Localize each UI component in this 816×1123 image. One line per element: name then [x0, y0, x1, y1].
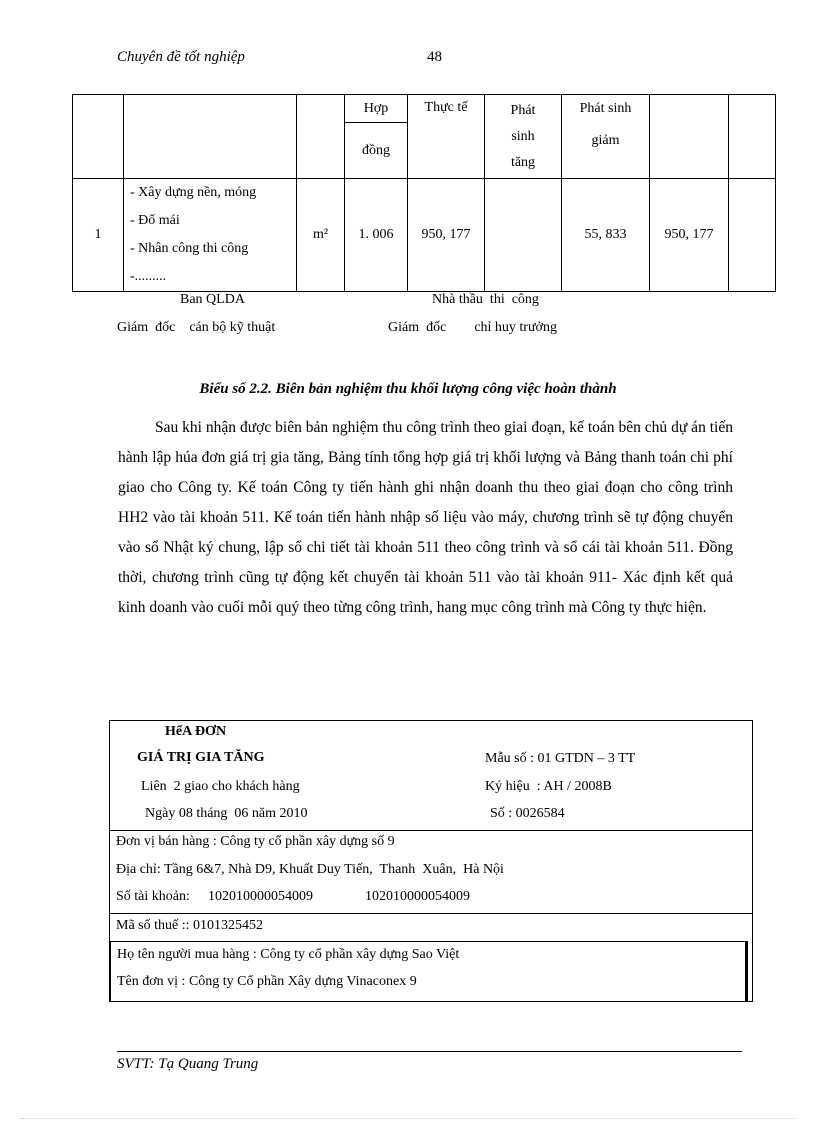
figure-caption: Biểu số 2.2. Biên bản nghiệm thu khối lượng công việc hoàn thành — [199, 381, 617, 397]
sig-left-sub: Giám đốc cán bộ kỹ thuật — [117, 320, 276, 335]
sig-right-title: Nhà thầu thi công — [432, 292, 539, 307]
invoice-ky-hieu: Ký hiệu : AH / 2008B — [485, 779, 612, 794]
sig-right-sub: Giám đốc chỉ huy trưởng — [388, 320, 557, 335]
col-hop-dong-line1: Hợp — [345, 95, 408, 123]
invoice-tax-section — [110, 913, 752, 942]
footer-student: SVTT: Tạ Quang Trung — [117, 1056, 259, 1072]
page-number: 48 — [427, 49, 442, 65]
invoice-title2: GIÁ TRỊ GIA TĂNG — [137, 750, 265, 765]
row-phat-sinh-tang — [485, 179, 562, 292]
invoice-account1: 102010000054009 — [208, 889, 313, 904]
col-phat-sinh-giam-l1: Phát sinh — [579, 101, 632, 116]
invoice-lien: Liên 2 giao cho khách hàng — [141, 779, 300, 794]
invoice-account-label: Số tài khoản: — [116, 889, 190, 904]
row-item: - Xây dựng nền, móng — [130, 185, 257, 200]
invoice-buyer: Họ tên người mua hàng : Công ty cổ phần xây dựng Sao Việt — [117, 947, 460, 962]
paragraph-text: Sau khi nhận được biên bản nghiệm thu công trình theo giai đoạn, kế toán bên chủ dự án tiến hành lập húa đơn giá trị gia tăng, Bảng tính tổng hợp giá trị khối lượng và Bảng thanh toán chi phí giao cho Công ty. Kế toán Công ty tiến hành ghi nhận doanh thu theo giai đoạn cho công trình HH2 vào tài khoản 511. Kế toán tiến hành nhập số liệu vào máy, chương trình sẽ tự động chuyển vào sổ Nhật ký chung, lập sổ chi tiết tài khoản 511 theo công trình và sổ cái tài khoản 511. Đồng thời, chương trình cũng tự động kết chuyển tài khoản 511 vào tài khoản 911- Xác định kết quả kinh doanh vào cuối mỗi quý theo từng công trình, hang mục công trình mà Công ty thực hiện. — [118, 419, 733, 616]
invoice-so: Số : 0026584 — [490, 806, 565, 821]
acceptance-table — [72, 94, 776, 292]
col-phat-sinh-tang-l2: sinh — [511, 129, 535, 144]
col-phat-sinh-tang-l3: tăng — [510, 155, 536, 170]
col-thuc-te: Thực tế — [408, 95, 485, 179]
row-item: -......... — [130, 269, 167, 284]
invoice-mau-so: Mẫu số : 01 GTDN – 3 TT — [485, 751, 636, 766]
row-thuc-te: 950, 177 — [408, 179, 485, 292]
row-col9 — [729, 179, 776, 292]
col-phat-sinh-tang-l1: Phát — [510, 103, 536, 118]
invoice-address: Địa chỉ: Tầng 6&7, Nhà D9, Khuất Duy Tiến, Thanh Xuân, Hà Nội — [116, 862, 504, 877]
col-phat-sinh-giam-l2: giảm — [591, 133, 620, 148]
page-bottom-border — [20, 1118, 796, 1119]
col-phat-sinh-tang — [485, 95, 562, 179]
footer-divider — [117, 1051, 742, 1052]
row-stt: 1 — [73, 179, 124, 292]
invoice-seller: Đơn vị bán hàng : Công ty cổ phần xây dựng số 9 — [116, 834, 395, 849]
invoice-buyer-section — [110, 941, 748, 1001]
invoice-title1: HểA ĐƠN — [165, 724, 227, 739]
invoice-buyer-unit: Tên đơn vị : Công ty Cổ phần Xây dựng Vinaconex 9 — [117, 974, 417, 989]
vat-invoice — [109, 720, 753, 1002]
row-unit: m² — [297, 179, 345, 292]
invoice-tax: Mã số thuế :: 0101325452 — [116, 918, 263, 933]
invoice-account2: 102010000054009 — [365, 889, 470, 904]
invoice-date: Ngày 08 tháng 06 năm 2010 — [145, 806, 308, 821]
row-phat-sinh-giam: 55, 833 — [562, 179, 650, 292]
invoice-seller-section — [110, 830, 752, 914]
row-item: - Đổ mái — [130, 213, 180, 228]
row-col8: 950, 177 — [650, 179, 729, 292]
col-hop-dong-line2: đồng — [345, 123, 408, 179]
sig-left-title: Ban QLDA — [180, 292, 245, 307]
body-paragraph — [118, 413, 733, 623]
col-phat-sinh-giam — [562, 95, 650, 179]
header-title: Chuyên đề tốt nghiệp — [117, 49, 245, 65]
row-hop-dong: 1. 006 — [345, 179, 408, 292]
row-item: - Nhân công thi công — [130, 241, 249, 256]
row-items — [124, 179, 297, 292]
